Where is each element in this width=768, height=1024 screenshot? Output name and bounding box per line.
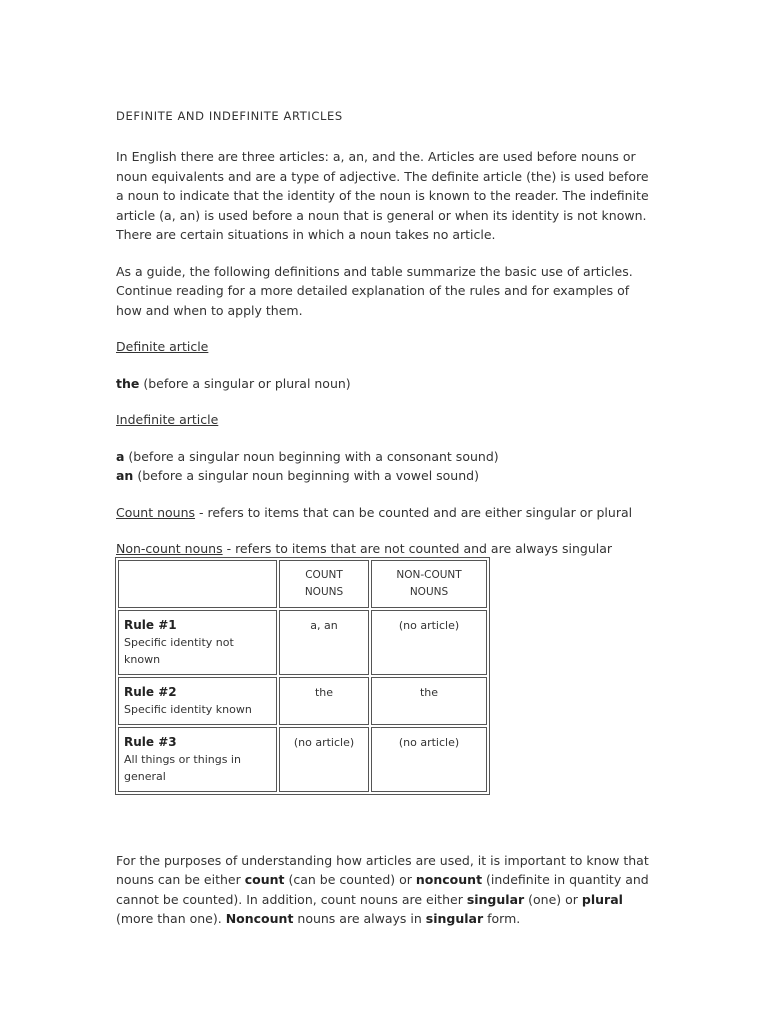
closing-bold-noncount: noncount	[415, 872, 483, 887]
table-count-cell: a, an	[279, 610, 369, 675]
closing-bold-singular-2: singular	[425, 911, 484, 926]
indefinite-a-line	[116, 447, 656, 467]
rule-description: Specific identity known	[124, 702, 252, 716]
intro-paragraph: In English there are three articles: a, an, and the. Articles are used before nouns or noun equivalents and are a type of adjective. The definite article (the) is used before a noun to indicate that the identity of the noun is known to the reader. The indefinite article (a, an) is used before a noun that is general or when its identity is not known. There are certain situations in which a noun takes no article.	[116, 149, 649, 242]
table-header-noncount	[371, 560, 487, 608]
rule-description: All things or things in general	[124, 752, 241, 783]
indefinite-a-desc: (before a singular noun beginning with a consonant sound)	[124, 448, 499, 464]
definite-article-heading	[116, 337, 656, 357]
table-noncount-cell: the	[371, 677, 487, 725]
rule-label: Rule #2	[124, 684, 177, 699]
table-header-cell-empty	[118, 560, 277, 608]
closing-text: (indefinite in quantity and cannot be counted). In addition, count nouns are either	[116, 872, 649, 907]
closing-bold-plural: plural	[581, 891, 623, 907]
count-nouns-definition	[116, 503, 656, 523]
definite-article-heading-text: Definite article	[116, 339, 209, 354]
definite-term: the	[116, 375, 140, 391]
noncount-nouns-desc: - refers to items that are not counted and are always singular	[222, 541, 613, 556]
document-body	[116, 108, 656, 946]
count-nouns-desc: - refers to items that can be counted and are either singular or plural	[195, 504, 633, 520]
rule-label: Rule #1	[124, 617, 177, 632]
table-rule-cell	[118, 677, 277, 725]
table-header-row	[118, 560, 487, 608]
closing-text: nouns are always in	[293, 911, 426, 926]
noncount-nouns-definition	[116, 539, 656, 559]
table-header-noncount-text: NON-COUNT NOUNS	[396, 568, 462, 598]
count-nouns-term: Count nouns	[116, 504, 196, 520]
closing-text: form.	[483, 911, 521, 926]
closing-bold-noncount-2: Noncount	[225, 911, 294, 926]
closing-text: (can be counted) or	[284, 872, 416, 887]
table-count-cell: (no article)	[279, 727, 369, 792]
table-row	[118, 727, 487, 792]
noncount-nouns-term: Non-count nouns	[116, 541, 223, 556]
indefinite-an-line	[116, 466, 656, 486]
closing-text: For the purposes of understanding how articles are used, it is important to know that nouns can be either	[116, 852, 649, 887]
table-row	[118, 677, 487, 725]
definite-article-line	[116, 374, 656, 394]
table-header-count-text: COUNT NOUNS	[304, 568, 344, 598]
indefinite-an-desc: (before a singular noun beginning with a vowel sound)	[133, 468, 479, 483]
closing-text: (more than one).	[116, 911, 226, 926]
rule-description: Specific identity not known	[124, 635, 234, 666]
table-noncount-cell: (no article)	[371, 610, 487, 675]
indefinite-article-heading-text: Indefinite article	[116, 412, 219, 427]
indefinite-article-heading	[116, 410, 656, 430]
table-row	[118, 610, 487, 675]
closing-text: (one) or	[524, 891, 582, 907]
rule-label: Rule #3	[124, 734, 177, 749]
indefinite-a-term: a	[116, 448, 125, 464]
table-noncount-cell: (no article)	[371, 727, 487, 792]
indefinite-an-term: an	[116, 468, 134, 483]
table-header-count	[279, 560, 369, 608]
closing-bold-singular: singular	[466, 891, 525, 907]
definite-desc: (before a singular or plural noun)	[139, 375, 351, 391]
table-count-cell: the	[279, 677, 369, 725]
guide-paragraph: As a guide, the following definitions and table summarize the basic use of articles. Continue reading for a more detailed explanation of the rules and for examples of how and when to apply them.	[116, 263, 633, 318]
closing-bold-count: count	[244, 872, 285, 887]
page-title: DEFINITE AND INDEFINITE ARTICLES	[116, 109, 343, 123]
table-rule-cell	[118, 727, 277, 792]
closing-paragraph	[116, 851, 656, 929]
table-rule-cell	[118, 610, 277, 675]
articles-table	[115, 557, 490, 795]
